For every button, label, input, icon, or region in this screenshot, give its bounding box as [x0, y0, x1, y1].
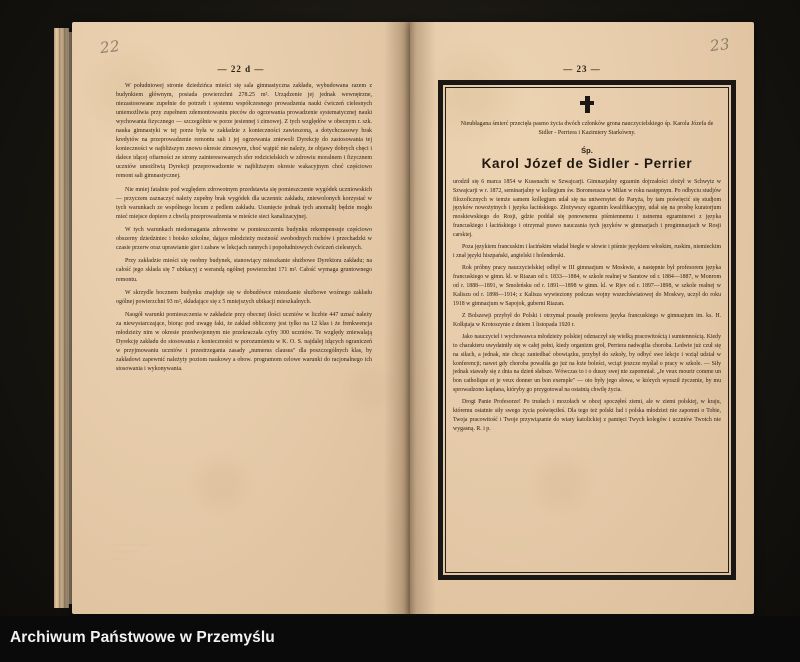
paragraph: Jako nauczyciel i wychowawca młodzieży polskiej odznaczył się wielką pracowitością i sumiennością. Kiedy to charakteru uwydatniły się w całej pełni, kiedy organizm groł, Perriera nadwątlia choroba. Ledwie już czuł się na siłach, a jednak, nie chcąc zaniedbać obowiązku, przybył do szkoły, by odbyć swe lekcje i wziął udział w konferencji; nawet gdy choroba powaliła go już na łoże boleści, wciąż jeszcze myślał o pracy w szkole. — Siły jednak stawały się z dnia na dzień słabsze. Wówczas to i o duszy swej nie zapomniał. „Je veux mourir comme un bon catholique et je veux donner un bon exemple" — oto były jego słowa, w których wyraził życzenie, by mu sprowadzono kapłana, któryby go przygotował na ostatnią chwilę życia. [453, 334, 721, 393]
ink-offset-smudge: ····· ········ ·· ····· ·· ········ ····· ····· ··· [111, 543, 149, 563]
paragraph: urodził się 6 marca 1854 w Kussnacht w Szwajcarji. Gimnazjalny egzamin dojrzałości złożył w Schwytz w Szwajcarji w r. 1872, seminarjalny w kollegjum św. Boromeusza w Milan w roku następnym. Po odbyciu studjów filozoficznych w temże samem kollegjum udał się na uniwersytet do Paryża, by tam poświęcić się studjom języków nowożytnych i języka łacińskiego. Złożywszy egzamin kwalifikacyjny, udał się na prośbę kuratorjum moskiewskiego do Rosji, gdzie poddał się ponownemu piśmiennemu i ustnemu egzaminowi z języka francuskiego i łacińskiego i otrzymał prawo nauczania tych języków w gimnazjach i progimnazjach w Rosji carskiej. [453, 179, 721, 238]
paragraph: Z Bolszewji przybył do Polski i otrzymał posadę profesora języka francuskiego w gimnazjum im. ks. H. Kołłątaja w Krotoszynie z dniem 1 listopada 1920 r. [453, 312, 721, 328]
obituary-notice [453, 93, 721, 433]
paragraph: W skrzydle bocznem budynku znajduje się w dobudówce mieszkanie służbowe woźnego zakładu ogólnej powierzchni 93 m², składające się z 5 mniejszych ubikacji mieszkalnych. [116, 289, 372, 305]
page-header-left: — 22 d — [217, 64, 265, 74]
mourning-border-frame [438, 80, 736, 580]
paragraph: Naogół warunki pomieszczenia w zakładzie przy obecnej ilości uczniów w liczbie 447 uznać należy za niewystarczające, biorąc pod uwagę fakt, że zakład obliczony jest tylko na 12 klas i że frenkwencja młodzieży nim w okresie przedwojennym nie przekraczała cyfry 300 uczniów. Te względy zniewalają Dyrekcję zakładu do stosowania z konieczności w porozumieniu w K. O. S. najdalej idących ograniczeń w przyjmowaniu uczniów i przestrzegania zasady „numerus clausus" dla poszczególnych klas, by zakładowi zapewnić należyty poziom naukowy a obow. programom celowe warunki do racjonalnego ich stosowania i wykonywania. [116, 312, 372, 373]
handwritten-folio-number-right: 23 [708, 34, 732, 56]
paragraph: W tych warunkach niedomagania zdrowotne w pomieszczeniu budynku rekompensuje częściowo obszerny dziedziniec i boisko szkolne, dające młodzieży możność swobodnych ruchów i przechadzki w czasie przerw oraz uprawianie gier i zabaw w lekcjach rannych i popołudniowych ćwiczeń cielesnych. [116, 227, 372, 252]
left-page-body-text [116, 82, 372, 374]
paragraph: Rok próbny pracy nauczycielskiej odbył w III gimnazjum w Moskwie, a następnie był profesorem języka francuskiego w gimn. kl. w Riazan od r. 1833—1884, w szkole realnej w Saratow od r. 1884—1887, w Monrom od r. 1888—1891, w Smoleńsku od r. 1891—1898 w gimn. kl. w Rjev od r. 1897—1898, w szkole realnej w Kaliszu od r. 1898—1914; z Kalisza wywieziony podczas wojny wszechświatowej do Moskwy, uczył do roku 1918 w gimnazjum w Sapojok, guberni Riazan. [453, 265, 721, 307]
page-header-right: — 23 — [563, 64, 601, 74]
obituary-honorific: Śp. [581, 146, 593, 155]
archive-watermark-bar [0, 616, 800, 662]
latin-cross-icon [580, 96, 594, 113]
paragraph: Przy zakładzie mieści się osobny budynek, stanowiący mieszkanie służbowe Dyrektora zakładu; na całość jego składa się 7 ubikacyj z werandą ogólnej powierzchni 171 m². Całość wymaga gruntownego remontu. [116, 258, 372, 283]
archive-watermark-text: Archiwum Państwowe w Przemyślu [10, 629, 275, 646]
obituary-intro: Nieubłagana śmierć przecięła pasmo życia dwóch członków grona nauczycielskiego śp. Karola Józefa de Sidler - Perriera i Kazimiery Starkówny. [460, 121, 714, 136]
paragraph: W południowej stronie dziedzińca mieści się sala gimnastyczna zakładu, wybudowana razem z budynkiem głównym, posiada powierzchni 278.25 m². Urządzenie jej jednak wewnętrzne, niezastosowane zupełnie do potrzeb i systemu współczesnego prowadzenia nauki ćwiczeń cielesnych uniemożliwia przy zupełnem zdemontowaniu pieców do ogrzewania prowadzenie systematycznej nauki wychowania fizycznego — szczególnie w porze jesiennej i zimowej. Z tych względów w obecnym r. szk. nauka gimnastyki w tej porze była w zakładzie z konieczności zawieszoną, a dotychczasowy brak kredytów na przeprowadzenie remontu sali i jej ogrzewania zniewoli Dyrekcję do zastosowania tej konieczności w najbliższym znowu okresie zimowym, choć wątpić nie należy, że objawy dobrych chęci i dalece idącej ofiarności ze strony zainteresowanych sfer rodzicielskich w zdrowiu moralnem i fizycznem uczniów umożliwią Dyrekcji przeprowadzenie w najbliższym okresie wakacyjnym choć częściowo remont sali gimnastycznej. [116, 83, 372, 180]
handwritten-folio-number-left: 22 [98, 36, 122, 58]
left-page [72, 22, 410, 614]
paragraph: Poza językiem francuskim i łacińskim władał biegle w słowie i piśmie językiem włoskim, ruskim, niemieckim i znał języki hiszpański, angielski i holenderski. [453, 244, 721, 259]
obituary-name: Karol Józef de Sidler - Perrier [481, 156, 693, 171]
right-page [410, 22, 754, 614]
paragraph: Drogi Panie Profesorze! Po trudach i mozołach w obcej spoczęłeś ziemi, ale w ziemi polskiej, w kraju, któremu ostatnie siły swego życia poświęciłeś. Dla tego też polski lud i polska młodzież nie zapomni o Tobie, Twoja pracowitość i Twoje przywiązanie do wiary katolickiej z pamięci Twych kolegów i uczniów Twoich nie wygasną. R. i p. [453, 399, 721, 432]
paragraph: Nie mniej fatalnie pod względem zdrowotnym przedstawia się pomieszczenie wygódek uczniowskich — przyczem zaznaczyć należy zupełny brak wygódek dla uczennic zakładu, zniewolonych korzystać w tych warunkach ze wspólnego locum z pedlem zakładu. Usunięcie jednak tych anomalij będzie mogło mieć miejsce dopiero z chwilą przeprowadzenia w mieście sieci kanalizacyjnej. [116, 186, 372, 220]
obituary-body-text [453, 178, 721, 433]
open-book [54, 22, 754, 616]
